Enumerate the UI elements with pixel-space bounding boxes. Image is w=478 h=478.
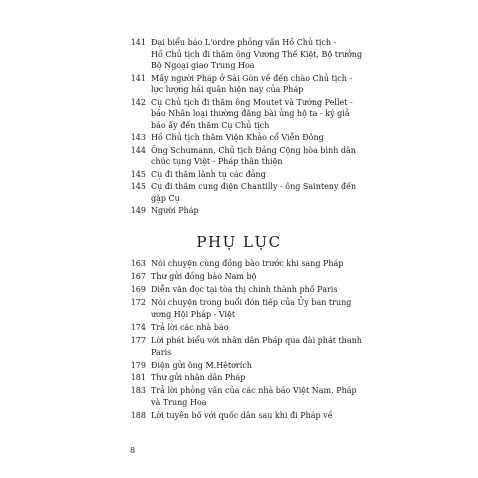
toc-page-number: 145 xyxy=(130,169,146,179)
toc-page-number: 141 xyxy=(130,38,146,47)
toc-text-line: lực lượng hải quân hiện nay của Pháp xyxy=(151,85,304,95)
toc-page-number: 177 xyxy=(130,335,146,345)
toc-entry xyxy=(130,360,375,372)
toc-text-line: Trả lời các nhà báo xyxy=(151,322,229,332)
toc-text-line: Cụ đi thăm lãnh tụ các đảng xyxy=(151,169,266,179)
toc-text-line: Lời tuyên bố với quốc dân sau khi đi Pháp về xyxy=(151,411,333,421)
toc-text-line: Hồ Chủ tịch thăm Viện Khảo cổ Viễn Đông xyxy=(151,133,324,143)
toc-page-number: 149 xyxy=(130,205,146,215)
toc-page-number: 169 xyxy=(130,284,146,294)
toc-entry xyxy=(130,181,370,204)
toc-entry xyxy=(130,284,375,296)
toc-page-number: 179 xyxy=(130,360,146,370)
toc-entry xyxy=(130,335,375,359)
toc-text-line: Diễn văn đọc tại tòa thị chính thành phố Paris xyxy=(151,284,338,294)
toc-text-line: và Trung Hoa xyxy=(151,398,207,408)
toc-page-number: 181 xyxy=(130,373,146,383)
toc-text-line: Lời phát biểu với nhân dân Pháp qua đài phát thanh xyxy=(151,335,362,345)
toc-text-line: Người Pháp xyxy=(151,205,199,215)
toc-text-line: gặp Cụ xyxy=(151,193,180,203)
toc-text-line: Cụ đi thăm cung điện Chantilly - ông Sainteny đến xyxy=(151,181,357,191)
toc-text-line: Nói chuyện cùng đồng bào trước khi sang Pháp xyxy=(151,259,344,268)
toc-entry xyxy=(130,372,375,384)
toc-entry xyxy=(130,145,370,168)
toc-main-list xyxy=(130,37,370,216)
toc-text-line: ương Hội Pháp - Việt xyxy=(151,309,236,319)
toc-text-line: Hồ Chủ tịch đi thăm ông Vương Thế Kiệt, Bộ trưởng xyxy=(151,49,363,59)
toc-text-line: Nói chuyện trong buổi đón tiếp của Ủy ban trung xyxy=(151,297,352,307)
toc-page-number: 188 xyxy=(130,411,146,421)
toc-entry xyxy=(130,271,375,283)
toc-appendix-list xyxy=(130,258,375,422)
toc-entry xyxy=(130,385,375,409)
toc-page-number: 144 xyxy=(130,145,146,155)
toc-page-number: 167 xyxy=(130,271,146,281)
toc-entry xyxy=(130,410,375,422)
toc-entry xyxy=(130,73,370,96)
toc-page-number: 143 xyxy=(130,133,146,143)
toc-text-line: Cụ Chủ tịch đi thăm ông Moutet và Tướng Pellet - xyxy=(151,97,353,107)
toc-page-number: 141 xyxy=(130,73,146,83)
toc-entry xyxy=(130,169,370,181)
toc-entry xyxy=(130,258,375,270)
toc-text-line: Paris xyxy=(151,347,172,357)
appendix-title: PHỤ LỤC xyxy=(196,233,282,251)
toc-text-line: Đại biểu báo L'ordre phỏng vấn Hồ Chủ tịch - xyxy=(151,38,337,47)
toc-entry xyxy=(130,97,370,132)
toc-page-number: 172 xyxy=(130,297,146,307)
toc-text-line: báo ấy đến thăm Cụ Chủ tịch xyxy=(151,120,270,130)
toc-text-line: chúc tụng Việt - Pháp thân thiện xyxy=(151,157,283,167)
toc-page-number: 163 xyxy=(130,259,146,268)
toc-entry xyxy=(130,205,370,217)
toc-text-line: Mấy người Pháp ở Sài Gòn về đến chào Chủ tịch - xyxy=(151,73,353,83)
toc-text-line: Ông Schumann, Chủ tịch Đảng Cộng hòa bình dân xyxy=(151,145,356,155)
toc-text-line: báo Nhân loại thường đăng bài ủng hộ ta - ký giả xyxy=(151,109,350,119)
toc-text-line: Thư gửi đồng bào Nam bộ xyxy=(151,271,257,281)
toc-text-line: Bộ Ngoại giao Trung Hoa xyxy=(151,61,255,71)
toc-page-number: 142 xyxy=(130,97,146,107)
toc-text-line: Trả lời phỏng vấn của các nhà báo Việt Nam, Pháp xyxy=(151,386,357,396)
toc-entry xyxy=(130,297,375,321)
toc-entry xyxy=(130,132,370,144)
toc-page-number: 145 xyxy=(130,181,146,191)
toc-entry xyxy=(130,37,370,72)
page-number: 8 xyxy=(130,446,136,455)
toc-page-number: 174 xyxy=(130,322,146,332)
toc-page-number: 183 xyxy=(130,386,146,396)
toc-entry xyxy=(130,322,375,334)
toc-text-line: Thư gửi nhân dân Pháp xyxy=(151,373,246,383)
toc-text-line: Điện gửi ông M.Hêtơrích xyxy=(151,360,252,370)
